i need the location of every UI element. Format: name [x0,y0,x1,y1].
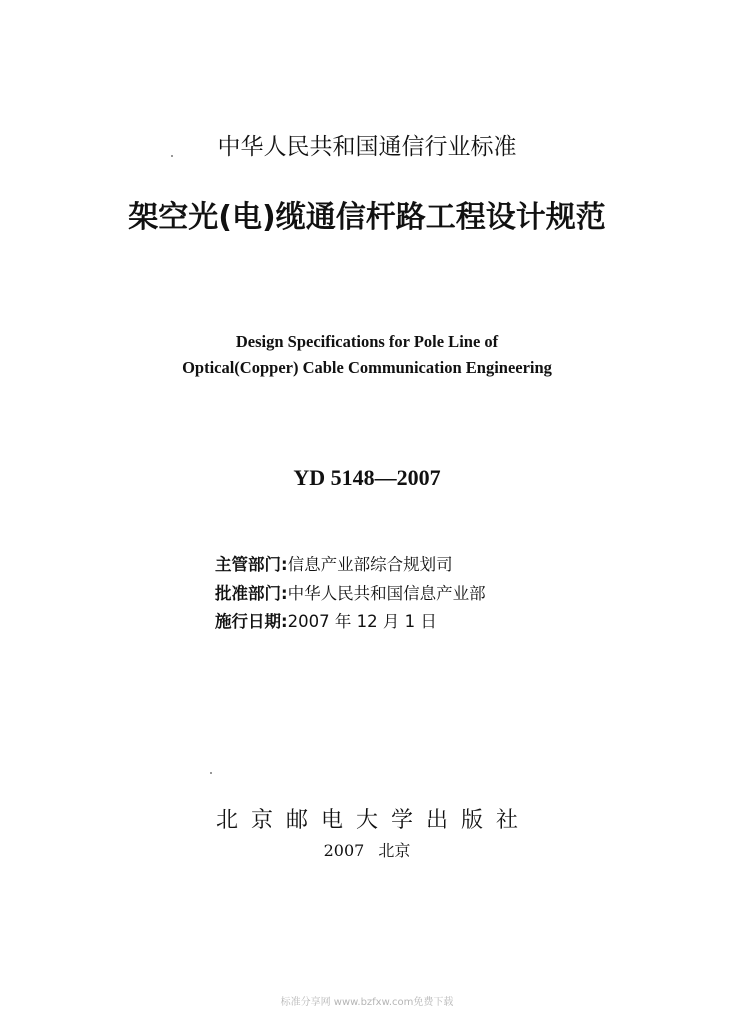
standard-number: YD 5148—2007 [293,465,441,490]
document-title-en-line2: Optical(Copper) Cable Communication Engineering [182,358,552,377]
publication-city: 北京 [378,841,411,860]
effective-value: 2007 年 12 月 1 日 [287,612,437,631]
document-title-cn: 架空光(电)缆通信杆路工程设计规范 [128,200,606,235]
series-title: 中华人民共和国通信行业标准 [217,134,517,160]
approver-row [215,580,486,604]
approver-label: 批准部门: [215,584,288,603]
supervisor-value: 信息产业部综合规划司 [287,555,453,574]
publication-year: 2007 [323,841,365,860]
scan-speck [210,772,212,774]
scan-speck [171,155,173,157]
effective-label: 施行日期: [215,612,288,631]
approver-value: 中华人民共和国信息产业部 [287,584,486,603]
supervisor-label: 主管部门: [215,555,288,574]
publication-line [0,838,734,861]
watermark-text: 标准分享网 www.bzfxw.com免费下载 [280,997,454,1008]
document-title-en-line1: Design Specifications for Pole Line of [235,332,499,351]
publisher-name: 北京邮电大学出版社 [215,808,531,833]
supervisor-row [215,551,453,575]
effective-date-row [215,608,437,632]
